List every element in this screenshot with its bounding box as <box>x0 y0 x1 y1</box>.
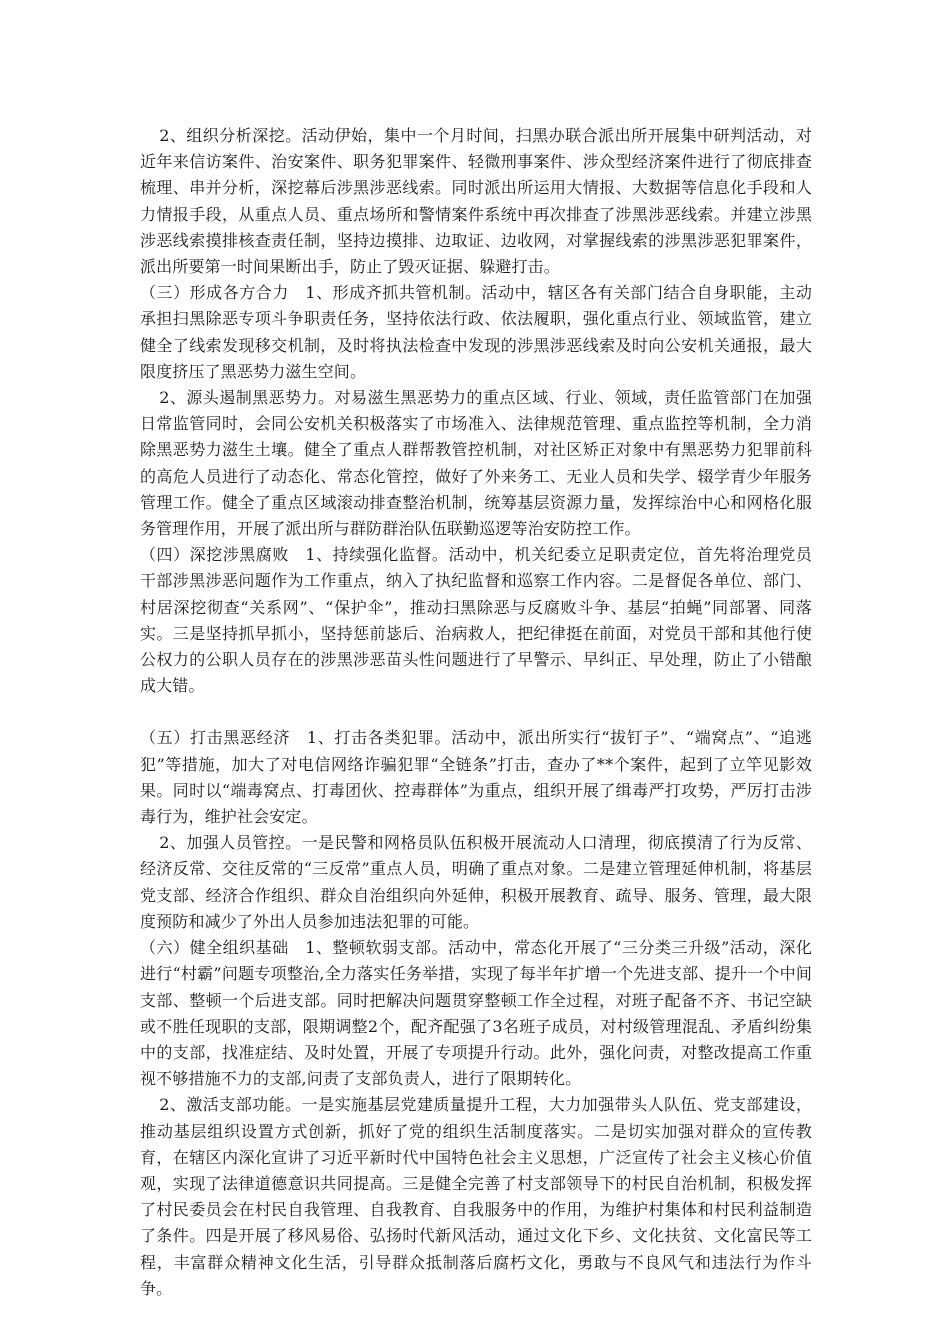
document-body <box>140 123 812 1302</box>
paragraph-section-four: （四）深挖涉黑腐败 1、持续强化监督。活动中，机关纪委立足职责定位，首先将治理党员干部涉黑涉恶问题作为工作重点，纳入了执纪监督和巡察工作内容。二是督促各单位、部门、村居深挖彻查“关系网”、“保护伞”，推动扫黑除恶与反腐败斗争、基层“拍蝇”同部署、同落实。三是坚持抓早抓小，坚持惩前毖后、治病救人，把纪律挺在前面，对党员干部和其他行使公权力的公职人员存在的涉黑涉恶苗头性问题进行了早警示、早纠正、早处理，防止了小错酿成大错。 <box>140 545 812 696</box>
paragraph-organize-analysis: 2、组织分析深挖。活动伊始，集中一个月时间，扫黑办联合派出所开展集中研判活动，对近年来信访案件、治安案件、职务犯罪案件、轻微刑事案件、涉众型经济案件进行了彻底排查梳理、串并分析，深挖幕后涉黑涉恶线索。同时派出所运用大情报、大数据等信息化手段和人力情报手段，从重点人员、重点场所和警情案件系统中再次排查了涉黑涉恶线索。并建立涉黑涉恶线索摸排核查责任制，坚持边摸排、边取证、边收网，对掌握线索的涉黑涉恶犯罪案件，派出所要第一时间果断出手，防止了毁灭证据、躲避打击。 <box>140 126 812 277</box>
paragraph-gap <box>140 699 812 725</box>
paragraph-section-six: （六）健全组织基础 1、整顿软弱支部。活动中，常态化开展了“三分类三升级”活动，深化进行“村霸”问题专项整治,全力落实任务举措，实现了每半年扩增一个先进支部、提升一个中间支部、整顿一个后进支部。同时把解决问题贯穿整顿工作全过程，对班子配备不齐、书记空缺或不胜任现职的支部，限期调整2个，配齐配强了3名班子成员，对村级管理混乱、矛盾纠纷集中的支部，找准症结、及时处置，开展了专项提升行动。此外，强化问责，对整改提高工作重视不够措施不力的支部,问责了支部负责人，进行了限期转化。 <box>140 938 812 1089</box>
paragraph-section-three: （三）形成各方合力 1、形成齐抓共管机制。活动中，辖区各有关部门结合自身职能，主动承担扫黑除恶专项斗争职责任务，坚持依法行政、依法履职，强化重点行业、领域监管，建立健全了线索发现移交机制，及时将执法检查中发现的涉黑涉恶线索及时向公安机关通报，最大限度挤压了黑恶势力滋生空间。 <box>140 283 812 381</box>
paragraph-section-five: （五）打击黑恶经济 1、打击各类犯罪。活动中，派出所实行“拔钉子”、“端窝点”、“追逃犯”等措施，加大了对电信网络诈骗犯罪“全链条”打击，查办了**个案件，起到了立竿见影效果。同时以“端毒窝点、打毒团伙、控毒群体”为重点，组织开展了缉毒严打攻势，严厉打击涉毒行为，维护社会安定。 <box>140 728 812 827</box>
paragraph-personnel-control: 2、加强人员管控。一是民警和网格员队伍积极开展流动人口清理，彻底摸清了行为反常、经济反常、交往反常的“三反常”重点人员，明确了重点对象。二是建立管理延伸机制，将基层党支部、经济合作组织、群众自治组织向外延伸，积极开展教育、疏导、服务、管理，最大限度预防和减少了外出人员参加违法犯罪的可能。 <box>140 833 812 931</box>
paragraph-activate-branch: 2、激活支部功能。一是实施基层党建质量提升工程，大力加强带头人队伍、党支部建设，推动基层组织设置方式创新，抓好了党的组织生活制度落实。二是切实加强对群众的宣传教育，在辖区内深化宣讲了习近平新时代中国特色社会主义思想，广泛宣传了社会主义核心价值观，实现了法律道德意识共同提高。三是健全完善了村支部领导下的村民自治机制，积极发挥了村民委员会在村民自我管理、自我教育、自我服务中的作用，为维护村集体和村民利益制造了条件。四是开展了移风易俗、弘扬时代新风活动，通过文化下乡、文化扶贫、文化富民等工程，丰富群众精神文化生活，引导群众抵制落后腐朽文化，勇敢与不良风气和违法行为作斗争。 <box>140 1095 812 1298</box>
paragraph-source-control: 2、源头遏制黑恶势力。对易滋生黑恶势力的重点区域、行业、领域，责任监管部门在加强日常监管同时，会同公安机关积极落实了市场准入、法律规范管理、重点监控等机制，全力消除黑恶势力滋生土壤。健全了重点人群帮教管控机制，对社区矫正对象中有黑恶势力犯罪前科的高危人员进行了动态化、常态化管控，做好了外来务工、无业人员和失学、辍学青少年服务管理工作。健全了重点区域滚动排查整治机制，统筹基层资源力量，发挥综治中心和网格化服务管理作用，开展了派出所与群防群治队伍联勤巡逻等治安防控工作。 <box>140 388 812 539</box>
